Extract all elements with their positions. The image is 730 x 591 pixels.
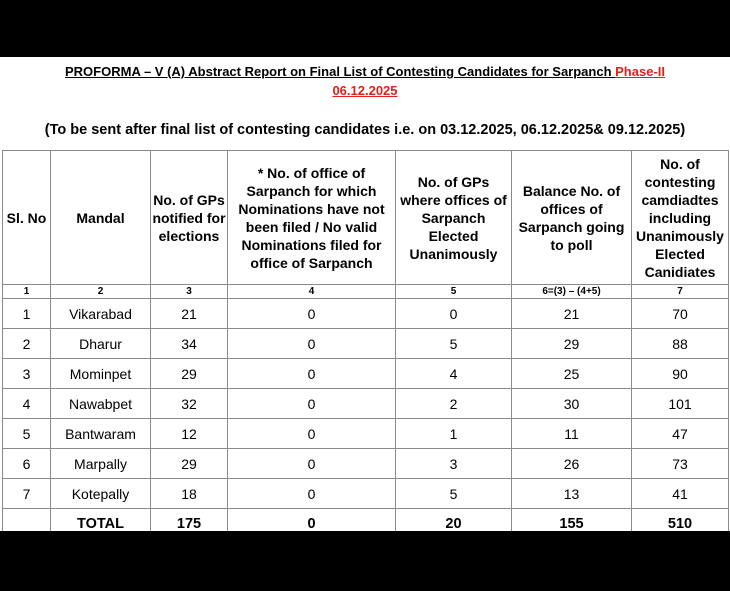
cell-no-nominations: 0 xyxy=(228,359,396,389)
header-unanimous: No. of GPs where offices of Sarpanch Elected Unanimously xyxy=(396,151,512,285)
col-number: 2 xyxy=(51,285,151,299)
cell-mandal: Dharur xyxy=(51,329,151,359)
cell-balance: 21 xyxy=(512,299,632,329)
header-mandal: Mandal xyxy=(51,151,151,285)
cell-no-nominations: 0 xyxy=(228,329,396,359)
cell-notified: 32 xyxy=(151,389,228,419)
cell-contesting: 73 xyxy=(632,449,729,479)
title-text: PROFORMA – V (A) Abstract Report on Final List of Contesting Candidates for Sarpanch xyxy=(65,64,616,79)
table-row xyxy=(3,479,729,509)
total-row xyxy=(3,509,729,532)
cell-notified: 18 xyxy=(151,479,228,509)
cell-notified: 21 xyxy=(151,299,228,329)
cell-sl-no: 3 xyxy=(3,359,51,389)
cell-unanimous: 5 xyxy=(396,329,512,359)
cell-unanimous: 1 xyxy=(396,419,512,449)
cell-unanimous: 2 xyxy=(396,389,512,419)
cell-sl-no: 1 xyxy=(3,299,51,329)
table-row xyxy=(3,359,729,389)
cell-mandal: Bantwaram xyxy=(51,419,151,449)
col-number: 7 xyxy=(632,285,729,299)
header-sl-no: Sl. No xyxy=(3,151,51,285)
table-row xyxy=(3,299,729,329)
cell-sl-no: 7 xyxy=(3,479,51,509)
cell-notified: 34 xyxy=(151,329,228,359)
cell-unanimous: 5 xyxy=(396,479,512,509)
header-no-nominations: * No. of office of Sarpanch for which Nominations have not been filed / No valid Nominations filed for office of Sarpanch xyxy=(228,151,396,285)
report-subtitle: (To be sent after final list of contesting candidates i.e. on 03.12.2025, 06.12.2025& 09.12.2025) xyxy=(44,122,686,138)
col-number: 1 xyxy=(3,285,51,299)
cell-no-nominations: 0 xyxy=(228,389,396,419)
cell-contesting: 90 xyxy=(632,359,729,389)
cell-contesting: 70 xyxy=(632,299,729,329)
table-row xyxy=(3,419,729,449)
cell-mandal: Marpally xyxy=(51,449,151,479)
cell-contesting: 88 xyxy=(632,329,729,359)
abstract-table xyxy=(2,150,729,531)
cell-balance: 25 xyxy=(512,359,632,389)
cell-balance: 13 xyxy=(512,479,632,509)
col-number: 6=(3) – (4+5) xyxy=(512,285,632,299)
cell-sl-no: 5 xyxy=(3,419,51,449)
header-contesting: No. of contesting camdiadtes including Unanimously Elected Canidiates xyxy=(632,151,729,285)
table-row xyxy=(3,389,729,419)
header-row xyxy=(3,151,729,285)
total-unanimous: 20 xyxy=(396,509,512,532)
cell-notified: 29 xyxy=(151,359,228,389)
total-balance: 155 xyxy=(512,509,632,532)
cell-balance: 11 xyxy=(512,419,632,449)
cell-balance: 30 xyxy=(512,389,632,419)
report-sheet xyxy=(0,57,730,531)
cell-unanimous: 0 xyxy=(396,299,512,329)
cell-no-nominations: 0 xyxy=(228,479,396,509)
cell-contesting: 47 xyxy=(632,419,729,449)
column-number-row xyxy=(3,285,729,299)
cell-mandal: Kotepally xyxy=(51,479,151,509)
total-contesting: 510 xyxy=(632,509,729,532)
cell-sl-no: 4 xyxy=(3,389,51,419)
cell-notified: 12 xyxy=(151,419,228,449)
col-number: 3 xyxy=(151,285,228,299)
total-label: TOTAL xyxy=(51,509,151,532)
cell-no-nominations: 0 xyxy=(228,419,396,449)
report-date: 06.12.2025 xyxy=(332,83,398,98)
total-notified: 175 xyxy=(151,509,228,532)
total-sl-empty xyxy=(3,509,51,532)
cell-balance: 29 xyxy=(512,329,632,359)
cell-sl-no: 2 xyxy=(3,329,51,359)
cell-unanimous: 4 xyxy=(396,359,512,389)
table-row xyxy=(3,449,729,479)
header-balance: Balance No. of offices of Sarpanch going to poll xyxy=(512,151,632,285)
cell-balance: 26 xyxy=(512,449,632,479)
cell-no-nominations: 0 xyxy=(228,299,396,329)
col-number: 5 xyxy=(396,285,512,299)
cell-unanimous: 3 xyxy=(396,449,512,479)
cell-contesting: 41 xyxy=(632,479,729,509)
phase-label: Phase-II xyxy=(615,64,665,79)
cell-mandal: Mominpet xyxy=(51,359,151,389)
col-number: 4 xyxy=(228,285,396,299)
table-row xyxy=(3,329,729,359)
report-title xyxy=(0,62,730,100)
cell-mandal: Nawabpet xyxy=(51,389,151,419)
cell-notified: 29 xyxy=(151,449,228,479)
cell-contesting: 101 xyxy=(632,389,729,419)
header-gps-notified: No. of GPs notified for elections xyxy=(151,151,228,285)
cell-sl-no: 6 xyxy=(3,449,51,479)
cell-mandal: Vikarabad xyxy=(51,299,151,329)
cell-no-nominations: 0 xyxy=(228,449,396,479)
total-no-nominations: 0 xyxy=(228,509,396,532)
